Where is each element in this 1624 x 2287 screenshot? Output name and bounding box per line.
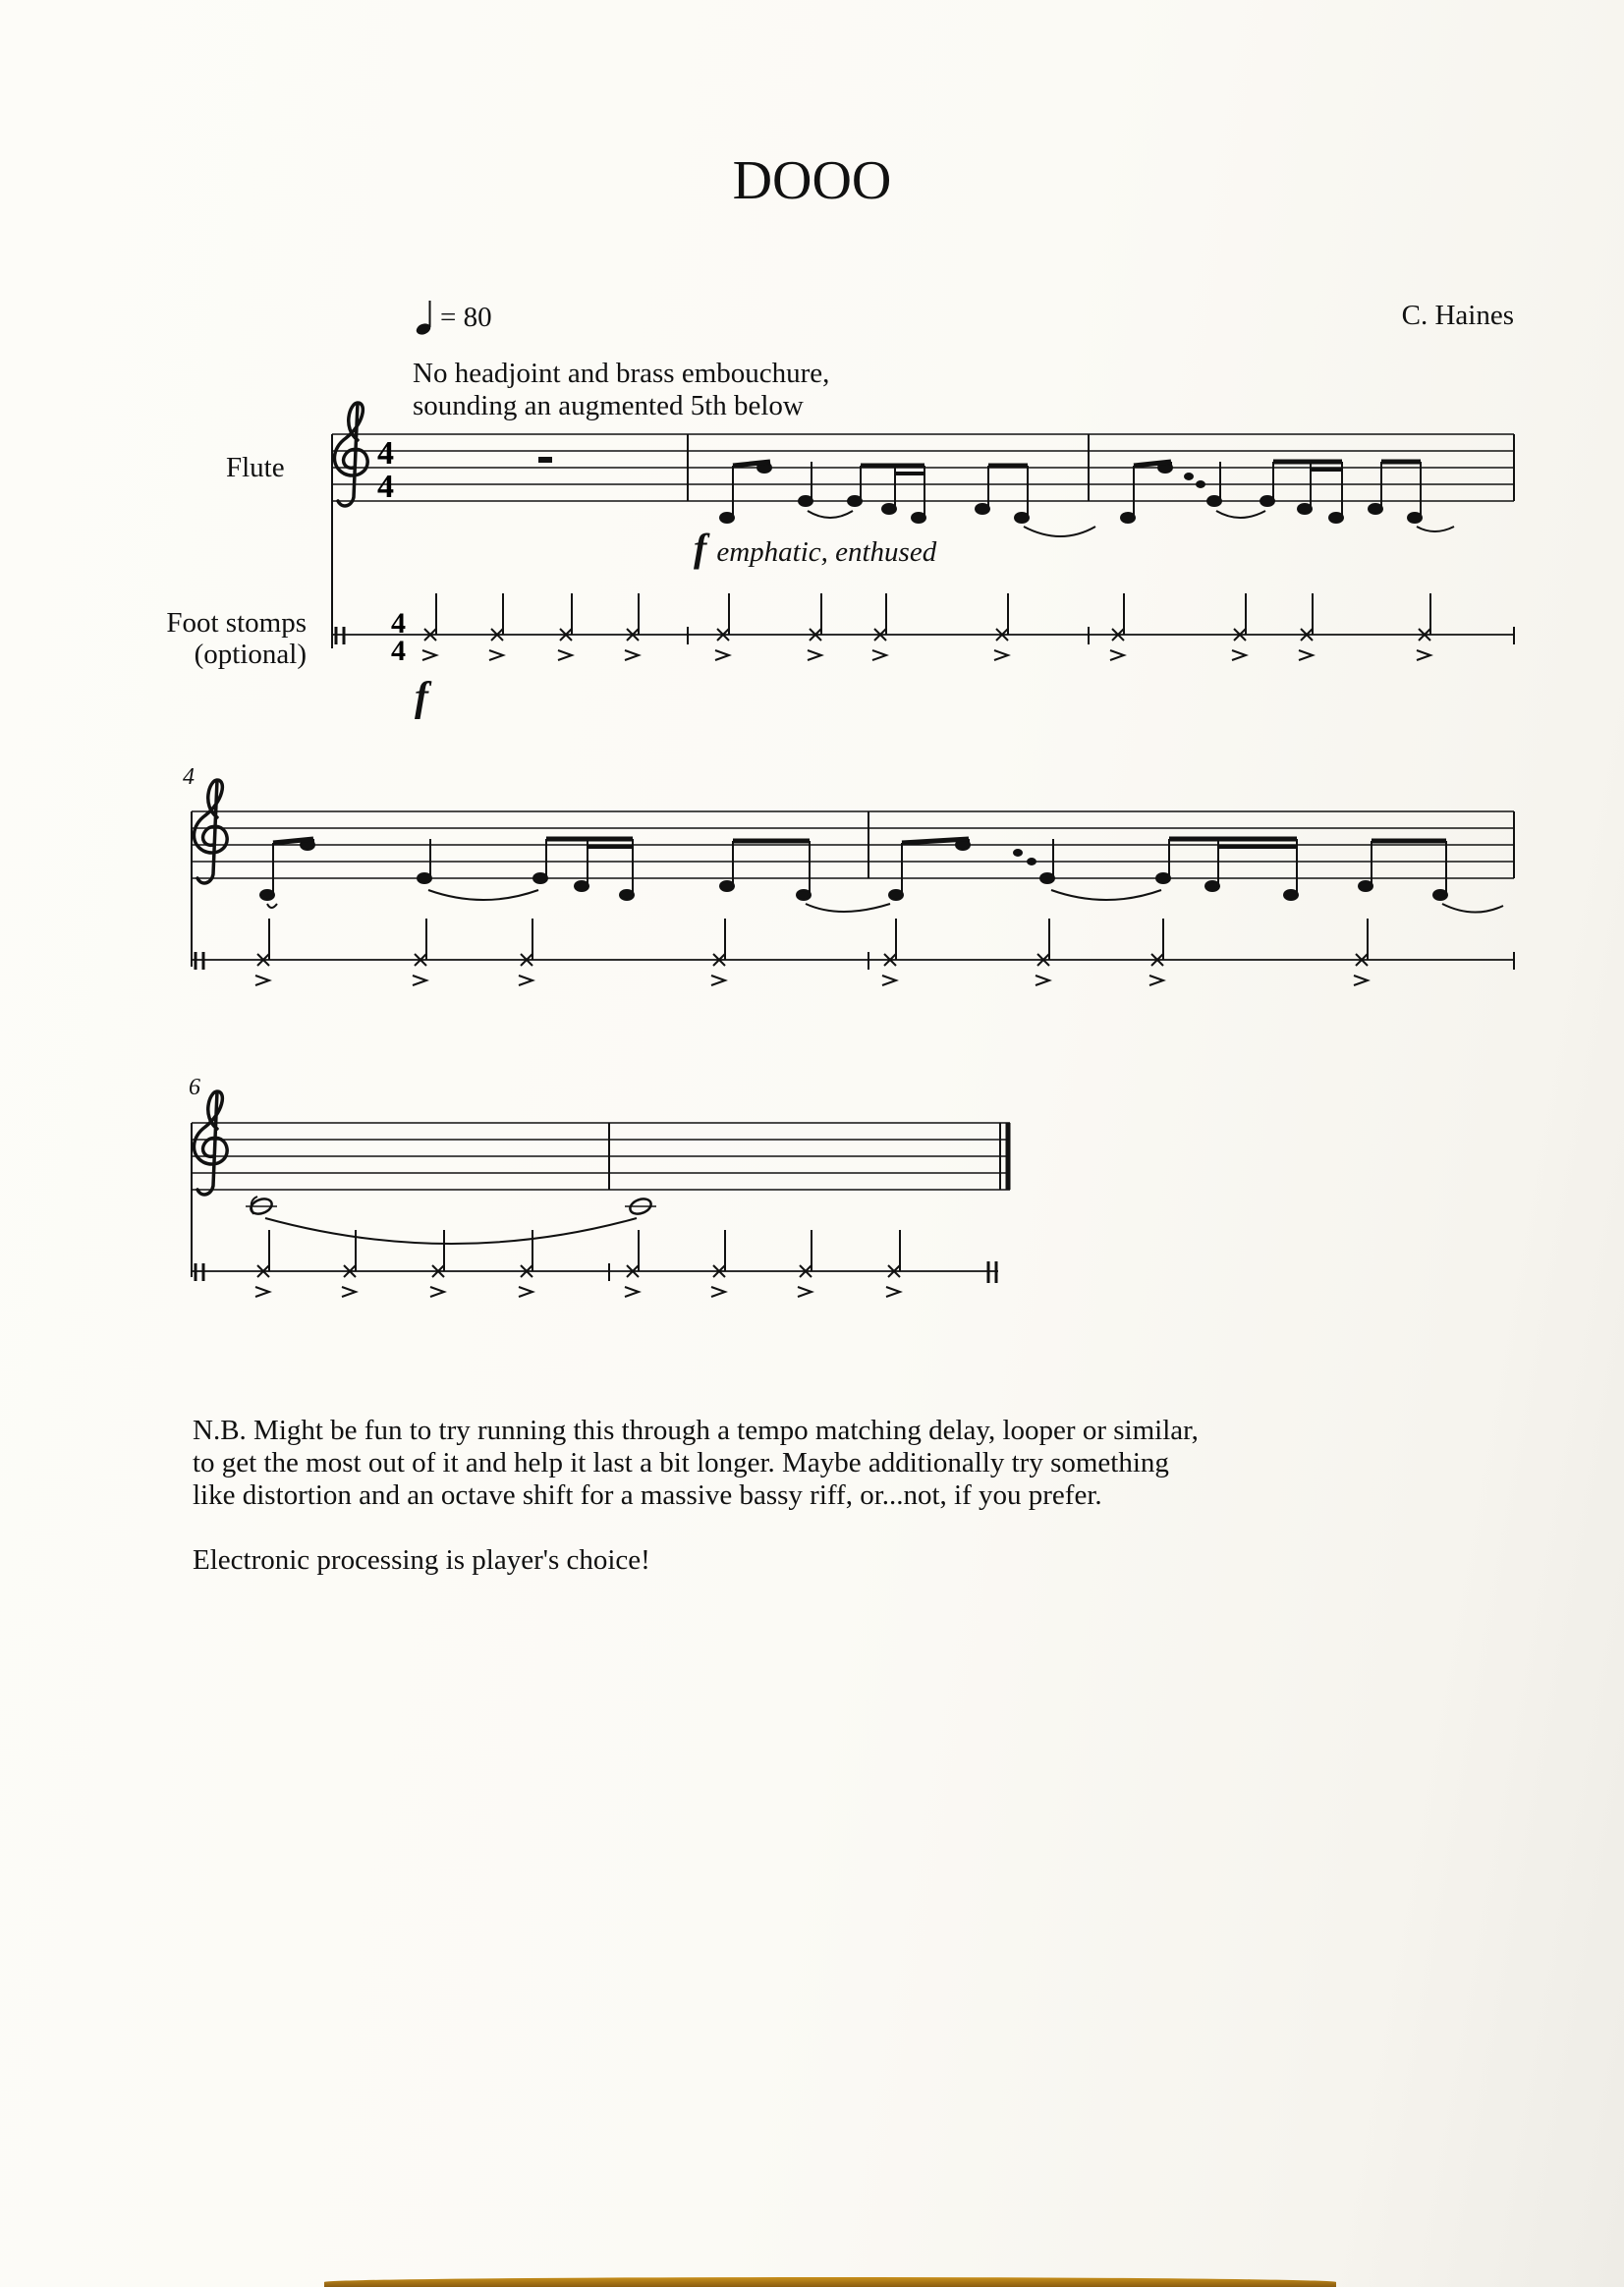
stomps-dynamic: f [415,675,428,720]
instruction-line-2: sounding an augmented 5th below [413,390,804,421]
system-3 [192,1091,1010,1297]
flute-staff-3 [192,1123,1010,1190]
treble-clef-icon-2 [194,780,227,883]
stomps-time-sig-bottom: 4 [391,635,406,667]
time-sig-bottom: 4 [377,469,394,505]
stomps-label-line-1: Foot stomps [166,607,307,639]
stomp-notes-1 [422,593,1430,660]
performance-notes [193,1415,1322,1609]
notes-line-1: N.B. Might be fun to try running this through a tempo matching delay, looper or similar, [193,1415,1199,1446]
expression-text: emphatic, enthused [716,536,937,568]
notes-line-3: like distortion and an octave shift for a massive bassy riff, or...not, if you prefer. [193,1479,1102,1511]
flute-notes-m3 [1121,462,1454,531]
system-1 [332,403,1514,667]
measure-number-6: 6 [189,1075,200,1100]
flute-notes-m2 [720,462,1095,536]
tape-strip [324,2277,1336,2287]
piece-title: DOOO [732,150,892,211]
flute-label: Flute [226,452,285,483]
stomps-time-sig-top: 4 [391,607,406,640]
composer-name: C. Haines [1401,300,1514,331]
whole-rest [538,457,552,463]
flute-notes-m6-7 [246,1197,656,1244]
tempo-value: = 80 [440,301,492,333]
flute-staff-2 [192,811,1514,878]
flute-notes-m5 [889,839,1503,913]
stomps-staff-2 [192,952,1514,970]
stomp-notes-2 [255,919,1368,985]
treble-clef-icon [334,403,367,506]
measure-number-4: 4 [183,764,195,790]
instruction-line-1: No headjoint and brass embouchure, [413,358,830,389]
treble-clef-icon-3 [194,1091,227,1195]
stomps-staff-3 [192,1261,998,1283]
notes-line-2: to get the most out of it and help it last a bit longer. Maybe additionally try something [193,1447,1169,1478]
notes-paragraph-2: Electronic processing is player's choice! [193,1544,650,1576]
notes-paragraph-1 [193,1415,1322,1512]
stomps-label-line-2: (optional) [194,639,307,670]
stomps-staff-1 [332,627,1514,644]
flute-notes-m4 [260,839,890,912]
forte-mark: f [694,526,707,570]
system-2 [192,780,1514,985]
stomp-notes-3 [255,1230,900,1297]
time-sig-top: 4 [377,435,394,472]
